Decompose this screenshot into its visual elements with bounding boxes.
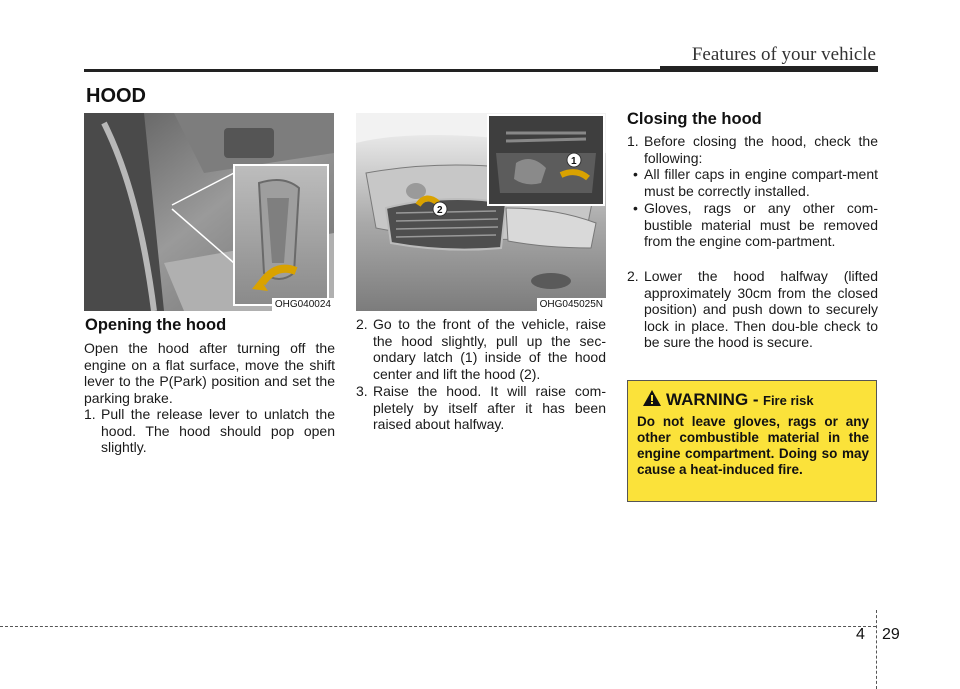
- warning-topic: Fire risk: [763, 393, 814, 408]
- hood-release-lever-illustration: [84, 113, 334, 311]
- callout-1-label: 1: [571, 156, 577, 167]
- step-number: 2.: [356, 316, 368, 332]
- bullet-text: All filler caps in engine compart-ment must be correctly installed.: [644, 166, 878, 199]
- bullet-text: Gloves, rags or any other com-bustible material must be removed from the engine com-partment.: [644, 200, 878, 249]
- opening-step-2: [356, 316, 606, 382]
- step-text: Lower the hood halfway (lifted approximately 30cm from the closed position) and push down to securely lock in place. Then dou-ble check to be sure the hood is secure.: [644, 268, 878, 350]
- opening-step-1: [84, 406, 335, 456]
- photo-caption: OHG040024: [272, 298, 334, 311]
- closing-step-2: [627, 268, 878, 351]
- opening-intro: Open the hood after turning off the engine on a flat surface, move the shift lever to the P(Park) position and set the parking brake.: [84, 340, 335, 406]
- section-title: HOOD: [86, 85, 146, 107]
- footer-divider: [876, 610, 877, 689]
- hood-release-lever-photo: [84, 113, 334, 311]
- page-number: 29: [882, 626, 900, 643]
- step-text: Before closing the hood, check the following:: [644, 133, 878, 166]
- car-front-illustration: [356, 113, 606, 311]
- warning-triangle-icon: [642, 389, 662, 407]
- warning-box: [627, 380, 877, 502]
- step-number: 3.: [356, 383, 368, 399]
- closing-bullet-2: [633, 200, 878, 250]
- closing-bullet-1: [633, 166, 878, 199]
- bullet-mark: •: [633, 166, 638, 182]
- step-number: 1.: [627, 133, 639, 149]
- opening-step-3: [356, 383, 606, 433]
- bullet-mark: •: [633, 200, 638, 216]
- running-header: Features of your vehicle: [691, 44, 876, 65]
- warning-label: WARNING -: [666, 390, 759, 409]
- footer-rule: [0, 626, 876, 627]
- car-front-photo: [356, 113, 606, 311]
- chapter-number: 4: [856, 626, 865, 643]
- callout-2-label: 2: [437, 205, 443, 216]
- closing-heading: Closing the hood: [627, 110, 762, 128]
- opening-heading: Opening the hood: [85, 316, 227, 334]
- warning-title: [642, 389, 814, 410]
- photo-caption: OHG045025N: [537, 298, 606, 311]
- header-rule-accent: [660, 66, 878, 72]
- step-text: Go to the front of the vehicle, raise the hood slightly, pull up the sec-ondary latch (1) inside of the hood center and lift the hood (2).: [373, 316, 606, 382]
- closing-step-1: [627, 133, 878, 166]
- step-text: Raise the hood. It will raise com-pletely by itself after it has been raised about halfway.: [373, 383, 606, 432]
- warning-text: Do not leave gloves, rags or any other combustible material in the engine compartment. Doing so may cause a heat-induced fire.: [637, 414, 869, 477]
- step-number: 2.: [627, 268, 639, 284]
- step-text: Pull the release lever to unlatch the hood. The hood should pop open slightly.: [101, 406, 335, 455]
- step-number: 1.: [84, 406, 96, 422]
